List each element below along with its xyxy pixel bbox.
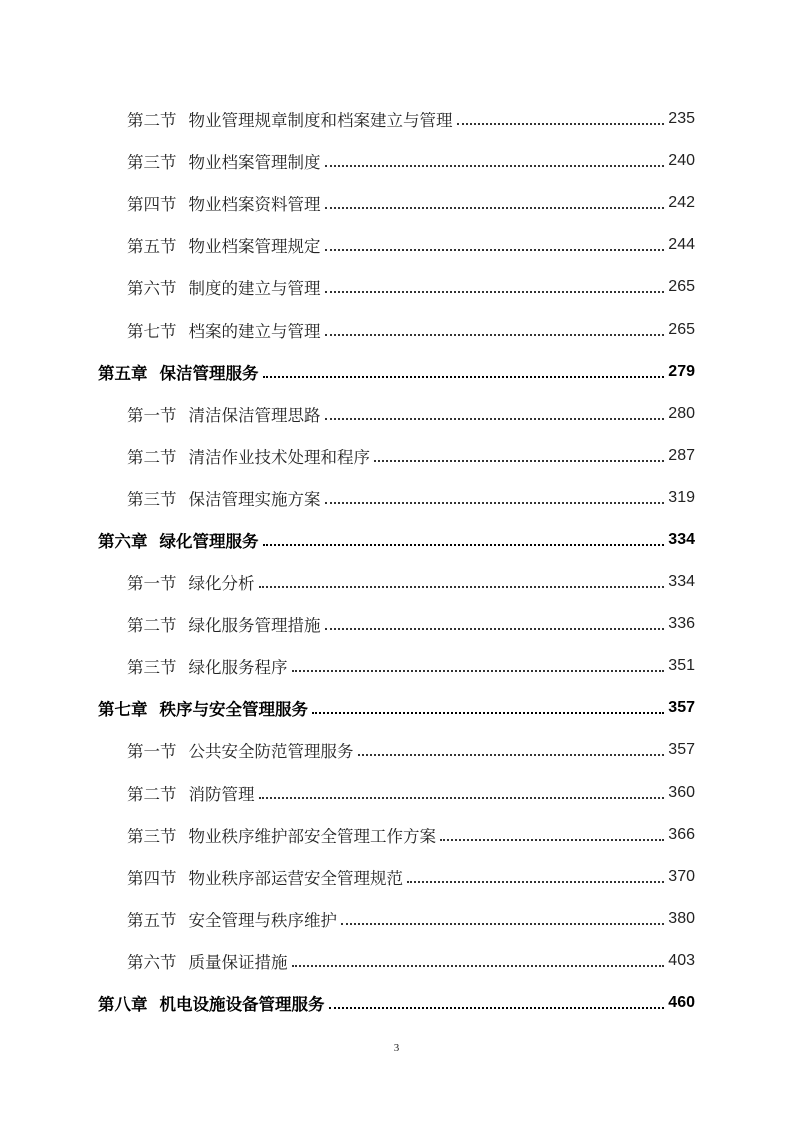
toc-section-entry[interactable]	[0, 224, 793, 266]
toc-dot-leader	[407, 881, 664, 883]
toc-section-entry[interactable]	[0, 435, 793, 477]
toc-section-entry[interactable]	[0, 940, 793, 982]
toc-entry-title: 质量保证措施	[188, 952, 288, 972]
toc-entry-number: 第一节	[127, 742, 177, 762]
toc-entry-number: 第六节	[127, 952, 177, 972]
toc-entry-title: 物业秩序部运营安全管理规范	[188, 868, 403, 888]
toc-dot-leader	[263, 544, 665, 546]
toc-entry-page-number: 279	[668, 362, 695, 380]
toc-entry-page-number: 357	[668, 699, 695, 717]
toc-dot-leader	[325, 207, 665, 209]
toc-entry-number: 第八章	[98, 995, 148, 1015]
toc-dot-leader	[440, 839, 664, 841]
toc-entry-number: 第六章	[98, 531, 148, 551]
toc-entry-page-number: 265	[668, 278, 695, 296]
toc-dot-leader	[292, 965, 665, 967]
toc-entry-number: 第三节	[127, 489, 177, 509]
toc-chapter-entry[interactable]	[0, 351, 793, 393]
toc-section-entry[interactable]	[0, 729, 793, 771]
toc-entry-number: 第五节	[127, 237, 177, 257]
toc-section-entry[interactable]	[0, 645, 793, 687]
page-number: 3	[393, 1042, 400, 1054]
toc-entry-title: 绿化服务程序	[188, 658, 288, 678]
toc-entry-number: 第七节	[127, 321, 177, 341]
toc-chapter-entry[interactable]	[0, 687, 793, 729]
toc-entry-number: 第二节	[127, 111, 177, 131]
toc-entry-page-number: 287	[668, 446, 695, 464]
toc-entry-number: 第一节	[127, 574, 177, 594]
toc-entry-title: 秩序与安全管理服务	[159, 700, 308, 720]
toc-entry-number: 第四节	[127, 195, 177, 215]
toc-entry-page-number: 334	[668, 573, 695, 591]
toc-entry-title: 清洁作业技术处理和程序	[188, 447, 370, 467]
toc-entry-page-number: 235	[668, 110, 695, 128]
toc-entry-number: 第四节	[127, 868, 177, 888]
toc-section-entry[interactable]	[0, 393, 793, 435]
toc-entry-title: 物业档案资料管理	[188, 195, 321, 215]
toc-section-entry[interactable]	[0, 308, 793, 350]
toc-dot-leader	[292, 670, 665, 672]
toc-dot-leader	[329, 1007, 665, 1009]
toc-entry-title: 绿化服务管理措施	[188, 616, 321, 636]
toc-entry-title: 公共安全防范管理服务	[188, 742, 354, 762]
toc-entry-title: 清洁保洁管理思路	[188, 405, 321, 425]
toc-entry-page-number: 242	[668, 194, 695, 212]
toc-entry-number: 第三节	[127, 153, 177, 173]
toc-dot-leader	[358, 754, 665, 756]
toc-dot-leader	[325, 165, 665, 167]
toc-entry-title: 机电设施设备管理服务	[159, 995, 325, 1015]
toc-dot-leader	[325, 418, 665, 420]
toc-entry-title: 物业秩序维护部安全管理工作方案	[188, 826, 436, 846]
toc-entry-title: 档案的建立与管理	[188, 321, 321, 341]
toc-entry-page-number: 357	[668, 741, 695, 759]
toc-dot-leader	[374, 460, 664, 462]
toc-section-entry[interactable]	[0, 856, 793, 898]
toc-dot-leader	[457, 123, 665, 125]
toc-entry-page-number: 244	[668, 236, 695, 254]
toc-entry-title: 保洁管理服务	[159, 363, 259, 383]
toc-entry-number: 第二节	[127, 784, 177, 804]
toc-entry-title: 物业档案管理规定	[188, 237, 321, 257]
toc-entry-title: 消防管理	[188, 784, 255, 804]
toc-section-entry[interactable]	[0, 603, 793, 645]
toc-dot-leader	[325, 249, 665, 251]
toc-section-entry[interactable]	[0, 98, 793, 140]
toc-entry-number: 第三节	[127, 826, 177, 846]
toc-entry-title: 绿化管理服务	[159, 531, 259, 551]
toc-entry-number: 第五节	[127, 910, 177, 930]
table-of-contents	[0, 98, 793, 1024]
toc-entry-number: 第三节	[127, 658, 177, 678]
toc-dot-leader	[325, 502, 665, 504]
toc-entry-page-number: 334	[668, 530, 695, 548]
toc-dot-leader	[263, 376, 665, 378]
toc-entry-title: 制度的建立与管理	[188, 279, 321, 299]
toc-entry-page-number: 280	[668, 404, 695, 422]
toc-entry-page-number: 370	[668, 867, 695, 885]
toc-entry-number: 第二节	[127, 616, 177, 636]
toc-dot-leader	[325, 334, 665, 336]
toc-entry-title: 绿化分析	[188, 574, 255, 594]
toc-entry-page-number: 336	[668, 615, 695, 633]
toc-section-entry[interactable]	[0, 561, 793, 603]
toc-dot-leader	[259, 797, 665, 799]
toc-entry-page-number: 460	[668, 994, 695, 1012]
toc-dot-leader	[325, 628, 665, 630]
toc-entry-page-number: 403	[668, 951, 695, 969]
toc-dot-leader	[259, 586, 665, 588]
toc-section-entry[interactable]	[0, 266, 793, 308]
toc-entry-page-number: 265	[668, 320, 695, 338]
toc-dot-leader	[341, 923, 664, 925]
toc-entry-page-number: 240	[668, 152, 695, 170]
toc-entry-page-number: 360	[668, 783, 695, 801]
toc-entry-title: 保洁管理实施方案	[188, 489, 321, 509]
toc-entry-number: 第六节	[127, 279, 177, 299]
toc-section-entry[interactable]	[0, 814, 793, 856]
toc-entry-title: 物业档案管理制度	[188, 153, 321, 173]
toc-entry-number: 第二节	[127, 447, 177, 467]
toc-entry-page-number: 319	[668, 488, 695, 506]
toc-section-entry[interactable]	[0, 477, 793, 519]
toc-chapter-entry[interactable]	[0, 982, 793, 1024]
toc-entry-page-number: 380	[668, 909, 695, 927]
toc-chapter-entry[interactable]	[0, 519, 793, 561]
toc-entry-title: 物业管理规章制度和档案建立与管理	[188, 111, 453, 131]
toc-section-entry[interactable]	[0, 772, 793, 814]
toc-section-entry[interactable]	[0, 182, 793, 224]
toc-entry-title: 安全管理与秩序维护	[188, 910, 337, 930]
toc-entry-number: 第七章	[98, 700, 148, 720]
toc-entry-number: 第五章	[98, 363, 148, 383]
toc-section-entry[interactable]	[0, 898, 793, 940]
toc-entry-number: 第一节	[127, 405, 177, 425]
toc-dot-leader	[312, 712, 664, 714]
toc-entry-page-number: 351	[668, 657, 695, 675]
toc-section-entry[interactable]	[0, 140, 793, 182]
toc-dot-leader	[325, 291, 665, 293]
toc-entry-page-number: 366	[668, 825, 695, 843]
